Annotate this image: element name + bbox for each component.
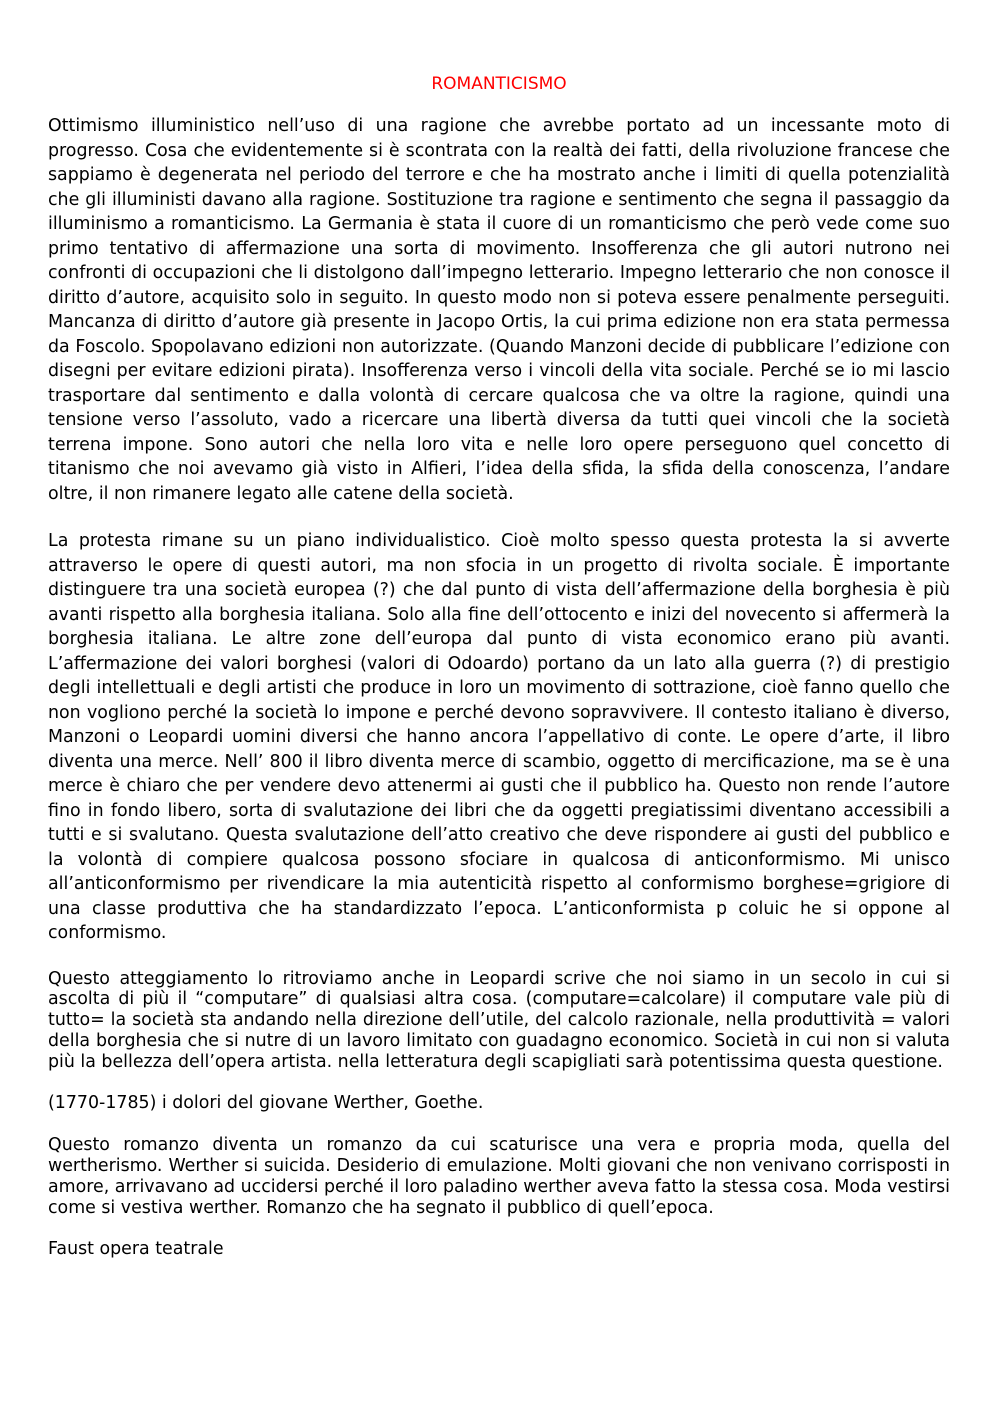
paragraph-illuminismo: Ottimismo illuministico nell’uso di una ragione che avrebbe portato ad un incessante moto di progresso. Cosa che evidentemente si è scontrata con la realtà dei fatti, della rivoluzione francese che sappiamo è degenerata nel periodo del terrore e che ha mostrato anche i limiti di quella potenzialità che gli illuministi davano alla ragione. Sostituzione tra ragione e sentimento che segna il passaggio da illuminismo a romanticismo. La Germania è stata il cuore di un romanticismo che però vede come suo primo tentativo di affermazione una sorta di movimento. Insofferenza che gli autori nutrono nei confronti di occupazioni che li distolgono dall’impegno letterario. Impegno letterario che non conosce il diritto d’autore, acquisito solo in seguito. In questo modo non si poteva essere penalmente perseguiti. Mancanza di diritto d’autore già presente in Jacopo Ortis, la cui prima edizione non era stata permessa da Foscolo. Spopolavano edizioni non autorizzate. (Quando Manzoni decide di pubblicare l’edizione con disegni per evitare edizioni pirata). Insofferenza verso i vincoli della vita sociale. Perché se io mi lascio trasportare dal sentimento e dalla volontà di cercare qualcosa che va oltre la ragione, quindi una tensione verso l’assoluto, vado a ricercare una libertà diversa da tutti quei vincoli che la società terrena impone. Sono autori che nella loro vita e nelle loro opere perseguono quel concetto di titanismo che noi avevamo già visto in Alfieri, l’idea della sfida, la sfida della conoscenza, l’andare oltre, il non rimanere legato alle catene della società. [48, 116, 950, 504]
paragraph-protesta: La protesta rimane su un piano individualistico. Cioè molto spesso questa protesta la si avverte attraverso le opere di questi autori, ma non sfocia in un progetto di rivolta sociale. È importante distinguere tra una società europea (?) che dal punto di vista dell’affermazione della borghesia è più avanti rispetto alla borghesia italiana. Solo alla fine dell’ottocento e inizi del novecento si affermerà la borghesia italiana. Le altre zone dell’europa dal punto di vista economico erano più avanti. L’affermazione dei valori borghesi (valori di Odoardo) portano da un lato alla guerra (?) di prestigio degli intellettuali e degli artisti che produce in loro un movimento di sottrazione, cioè fanno quello che non vogliono perché la società lo impone e perché devono sopravvivere. Il contesto italiano è diverso, Manzoni o Leopardi uomini diversi che hanno ancora l’appellativo di conte. Le opere d’arte, il libro diventa una merce. Nell’ 800 il libro diventa merce di scambio, oggetto di mercificazione, ma se è una merce è chiaro che per vendere devo attenermi ai gusti che il pubblico ha. Questo non rende l’autore fino in fondo libero, sorta di svalutazione dei libri che da oggetti pregiatissimi diventano accessibili a tutti e si svalutano. Questa svalutazione dell’atto creativo che deve rispondere ai gusti del pubblico e la volontà di compiere qualcosa possono sfociare in qualcosa di anticonformismo. Mi unisco all’anticonformismo per rivendicare la mia autenticità rispetto al conformismo borghese=grigiore di una classe produttiva che ha standardizzato l’epoca. L’anticonformista p coluic he si oppone al conformismo. [48, 531, 950, 943]
document-title: ROMANTICISMO [431, 74, 567, 94]
paragraph-wertherismo: Questo romanzo diventa un romanzo da cui scaturisce una vera e propria moda, quella del wertherismo. Werther si suicida. Desiderio di emulazione. Molti giovani che non venivano corrisposti in amore, arrivavano ad uccidersi perché il loro paladino werther aveva fatto la stessa cosa. Moda vestirsi come si vestiva werther. Romanzo che ha segnato il pubblico di quell’epoca. [48, 1135, 950, 1218]
paragraph-werther-heading: (1770-1785) i dolori del giovane Werther, Goethe. [48, 1093, 484, 1114]
paragraph-faust: Faust opera teatrale [48, 1239, 224, 1260]
paragraph-leopardi: Questo atteggiamento lo ritroviamo anche in Leopardi scrive che noi siamo in un secolo in cui si ascolta di più il “computare” di qualsiasi altra cosa. (computare=calcolare) il computare vale più di tutto= la società sta andando nella direzione dell’utile, del calcolo razionale, nella produttività = valori della borghesia che si nutre di un lavoro limitato con guadagno economico. Società in cui non si valuta più la bellezza dell’opera artista. nella letteratura degli scapigliati sarà potentissima questa questione. [48, 968, 950, 1072]
